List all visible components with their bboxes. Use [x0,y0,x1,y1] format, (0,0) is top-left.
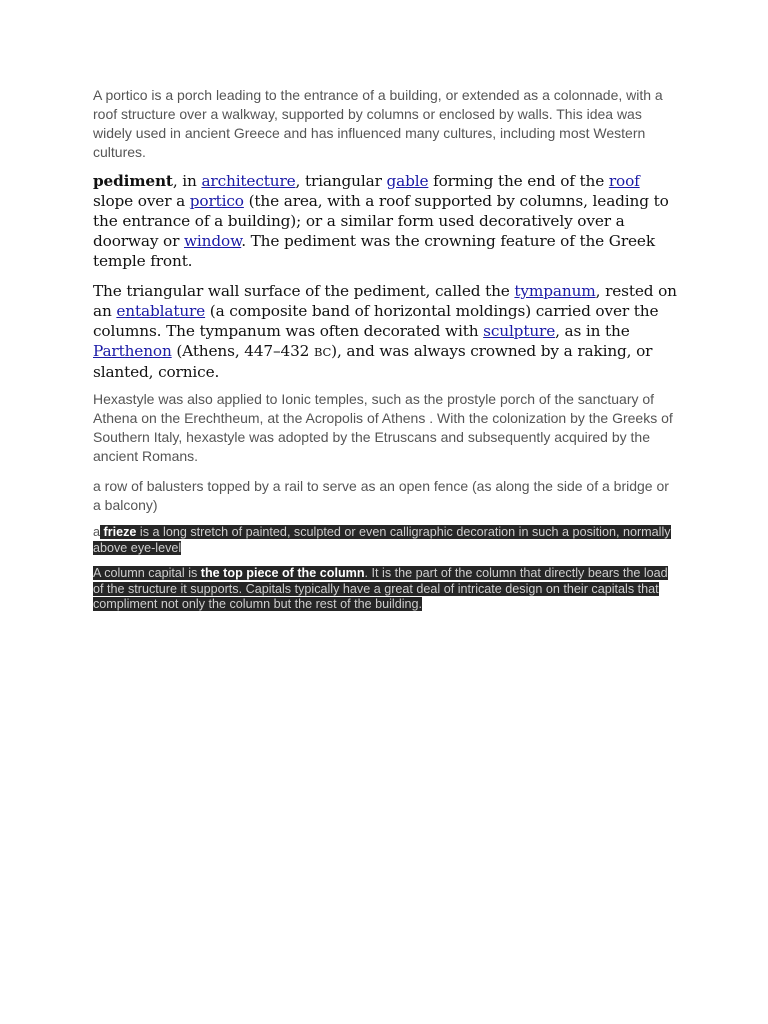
text-span: . The pediment was the crowning feature of the Greek temple front. [93,232,655,270]
highlighted-text [93,525,671,555]
text-span: (the area, with a roof supported by columns, leading to the entrance of a building); or a similar form used decoratively over a doorway or [93,192,669,250]
highlighted-text [93,566,668,611]
link-portico[interactable]: portico [189,192,244,210]
text-span: is a long stretch of painted, sculpted or even calligraphic decoration in such a position, normally above eye-level [93,525,671,555]
text-span: A column capital is [93,566,201,580]
paragraph-tympanum [93,281,678,382]
term-pediment: pediment [93,172,173,190]
text-span: (Athens, 447–432 [171,342,314,360]
document-body [93,86,678,613]
term-capital-bold: the top piece of the column [200,566,365,580]
paragraph-frieze [93,525,678,556]
link-tympanum[interactable]: tympanum [514,282,596,300]
text-span: , in [172,172,202,190]
text-span: forming the end of the [428,172,609,190]
term-frieze: frieze [103,525,137,539]
paragraph-balustrade: a row of balusters topped by a rail to serve as an open fence (as along the side of a bridge or a balcony) [93,478,669,513]
text-span: , triangular [295,172,387,190]
text-span: . It is the part of the column that directly bears the load of the structure it supports. Capitals typically have a great deal of intricate design on their capitals that compliment not only the column but the rest of the building. [93,566,668,611]
link-gable[interactable]: gable [386,172,429,190]
paragraph-hexastyle: Hexastyle was also applied to Ionic temples, such as the prostyle porch of the sanctuary of Athena on the Erechtheum, at the Acropolis of Athens . With the colonization by the Greeks of Southern Italy, hexastyle was adopted by the Etruscans and subsequently acquired by the ancient Romans. [93,391,673,464]
link-architecture[interactable]: architecture [201,172,296,190]
paragraph-capital [93,566,678,613]
link-sculpture[interactable]: sculpture [483,322,556,340]
link-entablature[interactable]: entablature [116,302,206,320]
era-abbrev: BC [313,345,332,359]
paragraph-pediment [93,171,678,271]
text-span: (a composite band of horizontal moldings) carried over the columns. The tympanum was often decorated with [93,302,659,340]
text-span: slope over a [93,192,190,210]
link-parthenon[interactable]: Parthenon [93,342,172,360]
paragraph-portico: A portico is a porch leading to the entrance of a building, or extended as a colonnade, with a roof structure over a walkway, supported by columns or enclosed by walls. This idea was widely used in ancient Greece and has influenced many cultures, including most Western cultures. [93,87,663,160]
text-span: ), and was always crowned by a raking, or slanted, cornice. [93,342,653,381]
text-span: , as in the [555,322,630,340]
text-span: , rested on an [93,282,677,320]
text-span: The triangular wall surface of the pediment, called the [93,282,515,300]
link-window[interactable]: window [183,232,242,250]
text-span: a [93,525,101,539]
link-roof[interactable]: roof [608,172,640,190]
